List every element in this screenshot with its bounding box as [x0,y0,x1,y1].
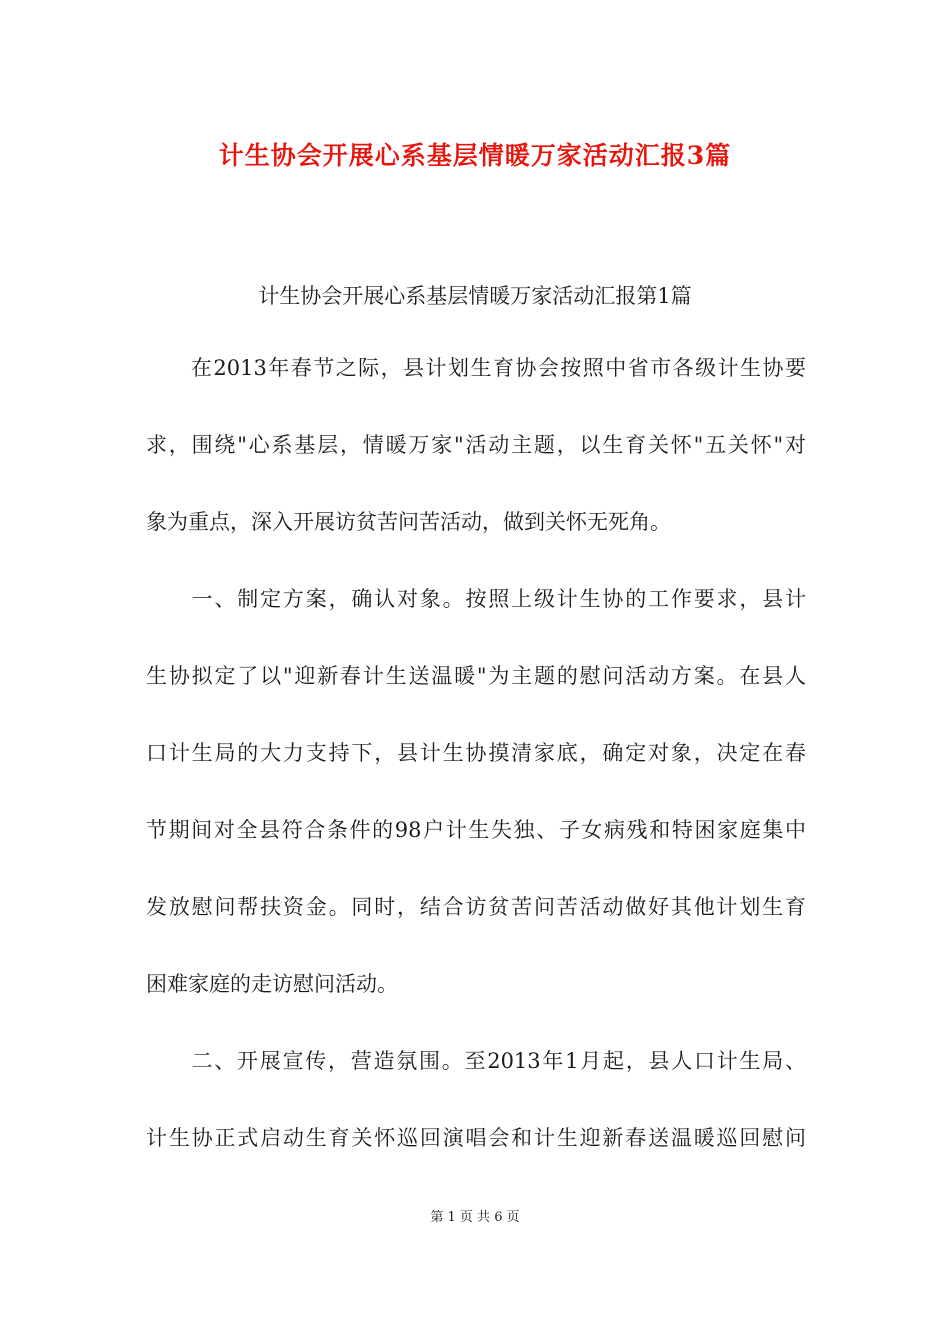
body-line: 发放慰问帮扶资金。同时，结合访贫苦问苦活动做好其他计划生育 [146,895,806,919]
body-line: 在2013年春节之际，县计划生育协会按照中省市各级计生协要 [146,356,806,380]
body-line: 口计生局的大力支持下，县计生协摸清家底，确定对象，决定在春 [146,741,806,765]
document-title: 计生协会开展心系基层情暖万家活动汇报3篇 [218,141,732,170]
body-line: 二、开展宣传，营造氛围。至2013年1月起，县人口计生局、 [146,1049,806,1073]
body-line: 生协拟定了以"迎新春计生送温暖"为主题的慰问活动方案。在县人 [146,664,806,688]
body-line: 节期间对全县符合条件的98户计生失独、子女病残和特困家庭集中 [146,818,806,842]
body-line: 求，围绕"心系基层，情暖万家"活动主题，以生育关怀"五关怀"对 [146,433,806,457]
body-line: 象为重点，深入开展访贫苦问苦活动，做到关怀无死角。 [146,510,671,534]
page-number: 第 1 页 共 6 页 [430,1210,520,1225]
body-line: 一、制定方案，确认对象。按照上级计生协的工作要求，县计 [146,587,806,611]
body-line: 困难家庭的走访慰问活动。 [146,972,398,996]
body-line: 计生协正式启动生育关怀巡回演唱会和计生迎新春送温暖巡回慰问 [146,1126,806,1150]
section-heading: 计生协会开展心系基层情暖万家活动汇报第1篇 [258,284,692,308]
